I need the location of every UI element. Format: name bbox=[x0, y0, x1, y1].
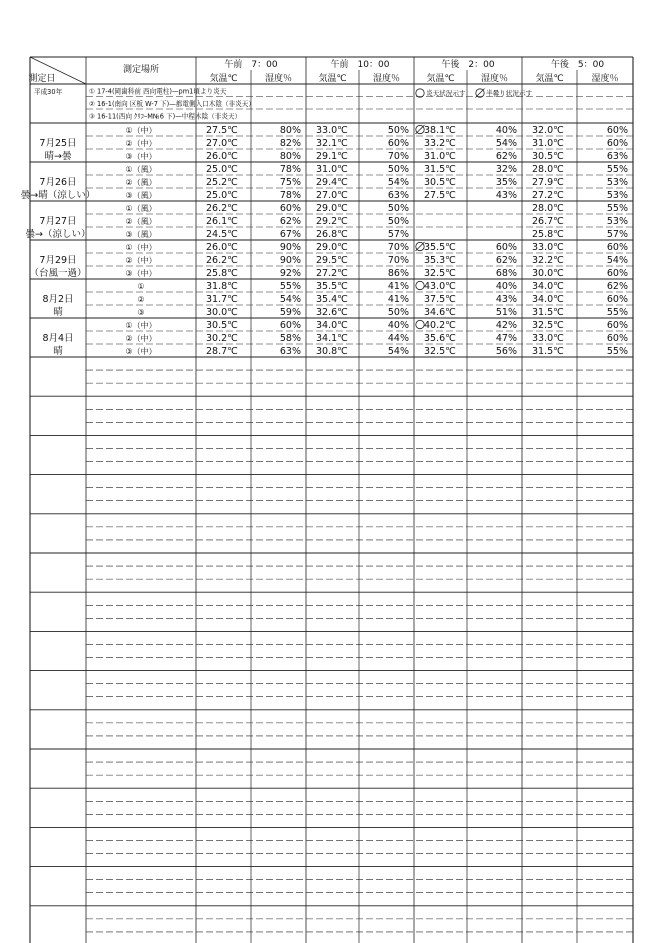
temp-header: 気温℃ bbox=[318, 74, 347, 84]
humidity-cell: 68% bbox=[495, 268, 517, 279]
place-cell: ③（中） bbox=[125, 152, 157, 161]
temp-header: 気温℃ bbox=[426, 74, 455, 84]
time-slot-header: 午前 7：00 bbox=[224, 60, 278, 70]
humidity-cell: 35% bbox=[495, 177, 517, 188]
humidity-header: 湿度％ bbox=[591, 74, 619, 84]
humidity-cell: 56% bbox=[495, 346, 517, 357]
humidity-cell: 67% bbox=[279, 229, 301, 240]
humidity-cell: 40% bbox=[387, 320, 409, 331]
temperature-cell: 33.0℃ bbox=[532, 242, 564, 253]
temperature-cell: 31.5℃ bbox=[424, 164, 456, 175]
temp-header: 気温℃ bbox=[209, 74, 238, 84]
humidity-cell: 55% bbox=[606, 307, 628, 318]
temperature-cell: 32.1℃ bbox=[316, 138, 348, 149]
humidity-cell: 82% bbox=[279, 138, 301, 149]
humidity-header: 湿度％ bbox=[264, 74, 293, 84]
temperature-cell: 29.5℃ bbox=[316, 255, 348, 266]
temperature-cell: 38.1℃ bbox=[424, 125, 456, 136]
temperature-cell: 32.2℃ bbox=[532, 255, 564, 266]
place-cell: ③（中） bbox=[125, 347, 157, 356]
humidity-cell: 54% bbox=[387, 177, 409, 188]
temperature-cell: 26.8℃ bbox=[316, 229, 348, 240]
legend-note: 炎天状況示す bbox=[426, 89, 466, 98]
humidity-cell: 32% bbox=[495, 164, 517, 175]
measure-date: 8月4日 bbox=[42, 333, 74, 344]
humidity-cell: 60% bbox=[606, 268, 628, 279]
temperature-cell: 31.7℃ bbox=[206, 294, 238, 305]
humidity-cell: 53% bbox=[606, 216, 628, 227]
temperature-cell: 32.0℃ bbox=[532, 125, 564, 136]
temperature-cell: 31.0℃ bbox=[316, 164, 348, 175]
heat-circle-mark bbox=[416, 320, 424, 328]
temperature-cell: 35.3℃ bbox=[424, 255, 456, 266]
weather-note: 晴 bbox=[53, 307, 63, 318]
humidity-cell: 60% bbox=[606, 242, 628, 253]
humidity-cell: 80% bbox=[279, 151, 301, 162]
temperature-cell: 35.5℃ bbox=[316, 281, 348, 292]
humidity-cell: 80% bbox=[279, 125, 301, 136]
legend-note: 半曇り状況示す bbox=[486, 89, 533, 98]
temperature-cell: 32.5℃ bbox=[532, 320, 564, 331]
temperature-cell: 33.0℃ bbox=[532, 333, 564, 344]
humidity-cell: 60% bbox=[606, 333, 628, 344]
temperature-cell: 26.2℃ bbox=[206, 203, 238, 214]
temperature-cell: 25.8℃ bbox=[532, 229, 564, 240]
humidity-cell: 51% bbox=[495, 307, 517, 318]
humidity-cell: 47% bbox=[495, 333, 517, 344]
time-slot-header: 午前 10：00 bbox=[330, 60, 390, 70]
temperature-cell: 37.5℃ bbox=[424, 294, 456, 305]
temperature-cell: 34.1℃ bbox=[316, 333, 348, 344]
humidity-cell: 50% bbox=[387, 125, 409, 136]
humidity-cell: 92% bbox=[279, 268, 301, 279]
humidity-cell: 54% bbox=[279, 294, 301, 305]
temperature-cell: 33.0℃ bbox=[316, 125, 348, 136]
temperature-cell: 34.6℃ bbox=[424, 307, 456, 318]
legend-place: ③ 16-11(西向 ｸﾘｺｰM№6 下)—中程木陰（非炎天） bbox=[89, 112, 242, 121]
humidity-cell: 41% bbox=[387, 281, 409, 292]
humidity-cell: 43% bbox=[495, 190, 517, 201]
weather-note: 曇→晴（涼しい） bbox=[20, 190, 96, 201]
measure-date: 8月2日 bbox=[42, 294, 74, 305]
humidity-cell: 70% bbox=[387, 242, 409, 253]
humidity-cell: 70% bbox=[387, 255, 409, 266]
temperature-cell: 34.0℃ bbox=[532, 281, 564, 292]
temperature-cell: 30.5℃ bbox=[532, 151, 564, 162]
temperature-cell: 25.0℃ bbox=[206, 190, 238, 201]
humidity-cell: 78% bbox=[279, 190, 301, 201]
temperature-cell: 29.1℃ bbox=[316, 151, 348, 162]
temperature-cell: 34.0℃ bbox=[316, 320, 348, 331]
humidity-cell: 54% bbox=[495, 138, 517, 149]
measure-date: 7月25日 bbox=[39, 138, 77, 149]
legend-heat-mark bbox=[416, 89, 424, 97]
humidity-cell: 53% bbox=[606, 177, 628, 188]
temperature-cell: 29.2℃ bbox=[316, 216, 348, 227]
temperature-cell: 35.6℃ bbox=[424, 333, 456, 344]
temperature-cell: 32.5℃ bbox=[424, 346, 456, 357]
temperature-cell: 27.9℃ bbox=[532, 177, 564, 188]
weather-note: 晴 bbox=[53, 346, 63, 357]
temperature-cell: 29.4℃ bbox=[316, 177, 348, 188]
measure-date: 7月26日 bbox=[39, 177, 77, 188]
temperature-cell: 30.8℃ bbox=[316, 346, 348, 357]
place-header: 測定場所 bbox=[122, 65, 160, 75]
humidity-cell: 59% bbox=[279, 307, 301, 318]
humidity-cell: 62% bbox=[495, 255, 517, 266]
humidity-cell: 54% bbox=[606, 255, 628, 266]
weather-note: 曇→（涼しい） bbox=[25, 229, 91, 240]
humidity-cell: 60% bbox=[387, 138, 409, 149]
humidity-cell: 44% bbox=[387, 333, 409, 344]
temperature-cell: 31.8℃ bbox=[206, 281, 238, 292]
place-cell: ①（中） bbox=[125, 243, 157, 252]
temperature-cell: 32.6℃ bbox=[316, 307, 348, 318]
humidity-cell: 70% bbox=[387, 151, 409, 162]
temperature-cell: 35.5℃ bbox=[424, 242, 456, 253]
temperature-cell: 30.0℃ bbox=[532, 268, 564, 279]
temperature-cell: 29.0℃ bbox=[316, 203, 348, 214]
humidity-cell: 63% bbox=[387, 190, 409, 201]
humidity-cell: 60% bbox=[606, 125, 628, 136]
humidity-cell: 50% bbox=[387, 216, 409, 227]
temperature-cell: 31.5℃ bbox=[532, 346, 564, 357]
humidity-cell: 54% bbox=[387, 346, 409, 357]
temperature-cell: 27.5℃ bbox=[206, 125, 238, 136]
era-label: 平成30年 bbox=[34, 88, 63, 96]
humidity-cell: 53% bbox=[606, 190, 628, 201]
humidity-cell: 62% bbox=[279, 216, 301, 227]
time-slot-header: 午後 5：00 bbox=[550, 60, 605, 70]
temperature-cell: 26.1℃ bbox=[206, 216, 238, 227]
humidity-cell: 60% bbox=[606, 138, 628, 149]
temperature-cell: 27.0℃ bbox=[316, 190, 348, 201]
temperature-cell: 25.0℃ bbox=[206, 164, 238, 175]
place-cell: ③（風） bbox=[125, 191, 157, 200]
temperature-cell: 31.0℃ bbox=[424, 151, 456, 162]
temperature-cell: 30.5℃ bbox=[424, 177, 456, 188]
temperature-cell: 32.5℃ bbox=[424, 268, 456, 279]
place-cell: ①（中） bbox=[125, 126, 157, 135]
temperature-cell: 31.5℃ bbox=[532, 307, 564, 318]
weather-note: （台風一過） bbox=[29, 268, 87, 279]
humidity-cell: 62% bbox=[495, 151, 517, 162]
temperature-cell: 26.0℃ bbox=[206, 242, 238, 253]
time-slot-header: 午後 2：00 bbox=[441, 60, 495, 70]
humidity-header: 湿度％ bbox=[372, 74, 401, 84]
humidity-cell: 50% bbox=[387, 307, 409, 318]
humidity-cell: 42% bbox=[495, 320, 517, 331]
table-text bbox=[21, 58, 628, 357]
place-cell: ③ bbox=[137, 308, 145, 317]
measure-date: 7月27日 bbox=[39, 216, 77, 227]
temperature-cell: 25.8℃ bbox=[206, 268, 238, 279]
place-cell: ①（中） bbox=[125, 321, 157, 330]
temperature-cell: 27.0℃ bbox=[206, 138, 238, 149]
humidity-cell: 60% bbox=[279, 320, 301, 331]
humidity-cell: 63% bbox=[606, 151, 628, 162]
temperature-cell: 30.0℃ bbox=[206, 307, 238, 318]
temperature-cell: 28.0℃ bbox=[532, 203, 564, 214]
temperature-cell: 28.7℃ bbox=[206, 346, 238, 357]
humidity-cell: 60% bbox=[279, 203, 301, 214]
humidity-cell: 40% bbox=[495, 281, 517, 292]
legend-place: ② 16-1(南向 区板 W-7 下)—都電側入口木陰（非炎天） bbox=[89, 100, 255, 108]
temperature-cell: 25.2℃ bbox=[206, 177, 238, 188]
heat-circle-mark bbox=[416, 281, 424, 289]
humidity-cell: 60% bbox=[495, 242, 517, 253]
humidity-cell: 55% bbox=[606, 203, 628, 214]
temperature-cell: 26.0℃ bbox=[206, 151, 238, 162]
measure-date: 7月29日 bbox=[39, 255, 77, 266]
humidity-cell: 75% bbox=[279, 177, 301, 188]
temperature-cell: 27.2℃ bbox=[316, 268, 348, 279]
temperature-cell: 26.7℃ bbox=[532, 216, 564, 227]
place-cell: ①（風） bbox=[125, 165, 157, 174]
temperature-cell: 43.0℃ bbox=[424, 281, 456, 292]
place-cell: ②（中） bbox=[125, 334, 157, 343]
humidity-cell: 58% bbox=[279, 333, 301, 344]
temperature-cell: 35.4℃ bbox=[316, 294, 348, 305]
place-cell: ②（中） bbox=[125, 139, 157, 148]
humidity-cell: 90% bbox=[279, 255, 301, 266]
temperature-cell: 26.2℃ bbox=[206, 255, 238, 266]
humidity-cell: 62% bbox=[606, 281, 628, 292]
humidity-cell: 43% bbox=[495, 294, 517, 305]
humidity-cell: 55% bbox=[606, 164, 628, 175]
humidity-cell: 55% bbox=[606, 346, 628, 357]
temperature-cell: 24.5℃ bbox=[206, 229, 238, 240]
humidity-cell: 90% bbox=[279, 242, 301, 253]
temperature-cell: 29.0℃ bbox=[316, 242, 348, 253]
legend-halfcloudy-mark bbox=[476, 89, 485, 98]
temperature-cell: 31.0℃ bbox=[532, 138, 564, 149]
date-header: 測定日 bbox=[28, 74, 56, 84]
humidity-cell: 41% bbox=[387, 294, 409, 305]
temperature-cell: 33.2℃ bbox=[424, 138, 456, 149]
humidity-cell: 78% bbox=[279, 164, 301, 175]
humidity-cell: 60% bbox=[606, 320, 628, 331]
temperature-cell: 34.0℃ bbox=[532, 294, 564, 305]
place-cell: ②（風） bbox=[125, 178, 157, 187]
temperature-cell: 30.2℃ bbox=[206, 333, 238, 344]
humidity-cell: 55% bbox=[279, 281, 301, 292]
humidity-cell: 86% bbox=[387, 268, 409, 279]
humidity-cell: 50% bbox=[387, 164, 409, 175]
legend-place: ① 17-4(岡歯科前 西向電柱)—pm1頃より炎天 bbox=[89, 87, 227, 96]
place-cell: ② bbox=[137, 295, 145, 304]
temp-header: 気温℃ bbox=[535, 74, 564, 84]
weather-note: 晴→曇 bbox=[44, 151, 72, 162]
place-cell: ③（風） bbox=[125, 230, 157, 239]
humidity-cell: 50% bbox=[387, 203, 409, 214]
temperature-cell: 30.5℃ bbox=[206, 320, 238, 331]
humidity-cell: 57% bbox=[387, 229, 409, 240]
place-cell: ②（風） bbox=[125, 217, 157, 226]
humidity-header: 湿度％ bbox=[480, 74, 509, 84]
temperature-cell: 27.2℃ bbox=[532, 190, 564, 201]
humidity-cell: 63% bbox=[279, 346, 301, 357]
temperature-cell: 27.5℃ bbox=[424, 190, 456, 201]
place-cell: ①（風） bbox=[125, 204, 157, 213]
humidity-cell: 60% bbox=[606, 294, 628, 305]
temperature-cell: 40.2℃ bbox=[424, 320, 456, 331]
humidity-cell: 40% bbox=[495, 125, 517, 136]
humidity-cell: 57% bbox=[606, 229, 628, 240]
place-cell: ③（中） bbox=[125, 269, 157, 278]
place-cell: ②（中） bbox=[125, 256, 157, 265]
place-cell: ① bbox=[137, 282, 145, 291]
temperature-cell: 28.0℃ bbox=[532, 164, 564, 175]
